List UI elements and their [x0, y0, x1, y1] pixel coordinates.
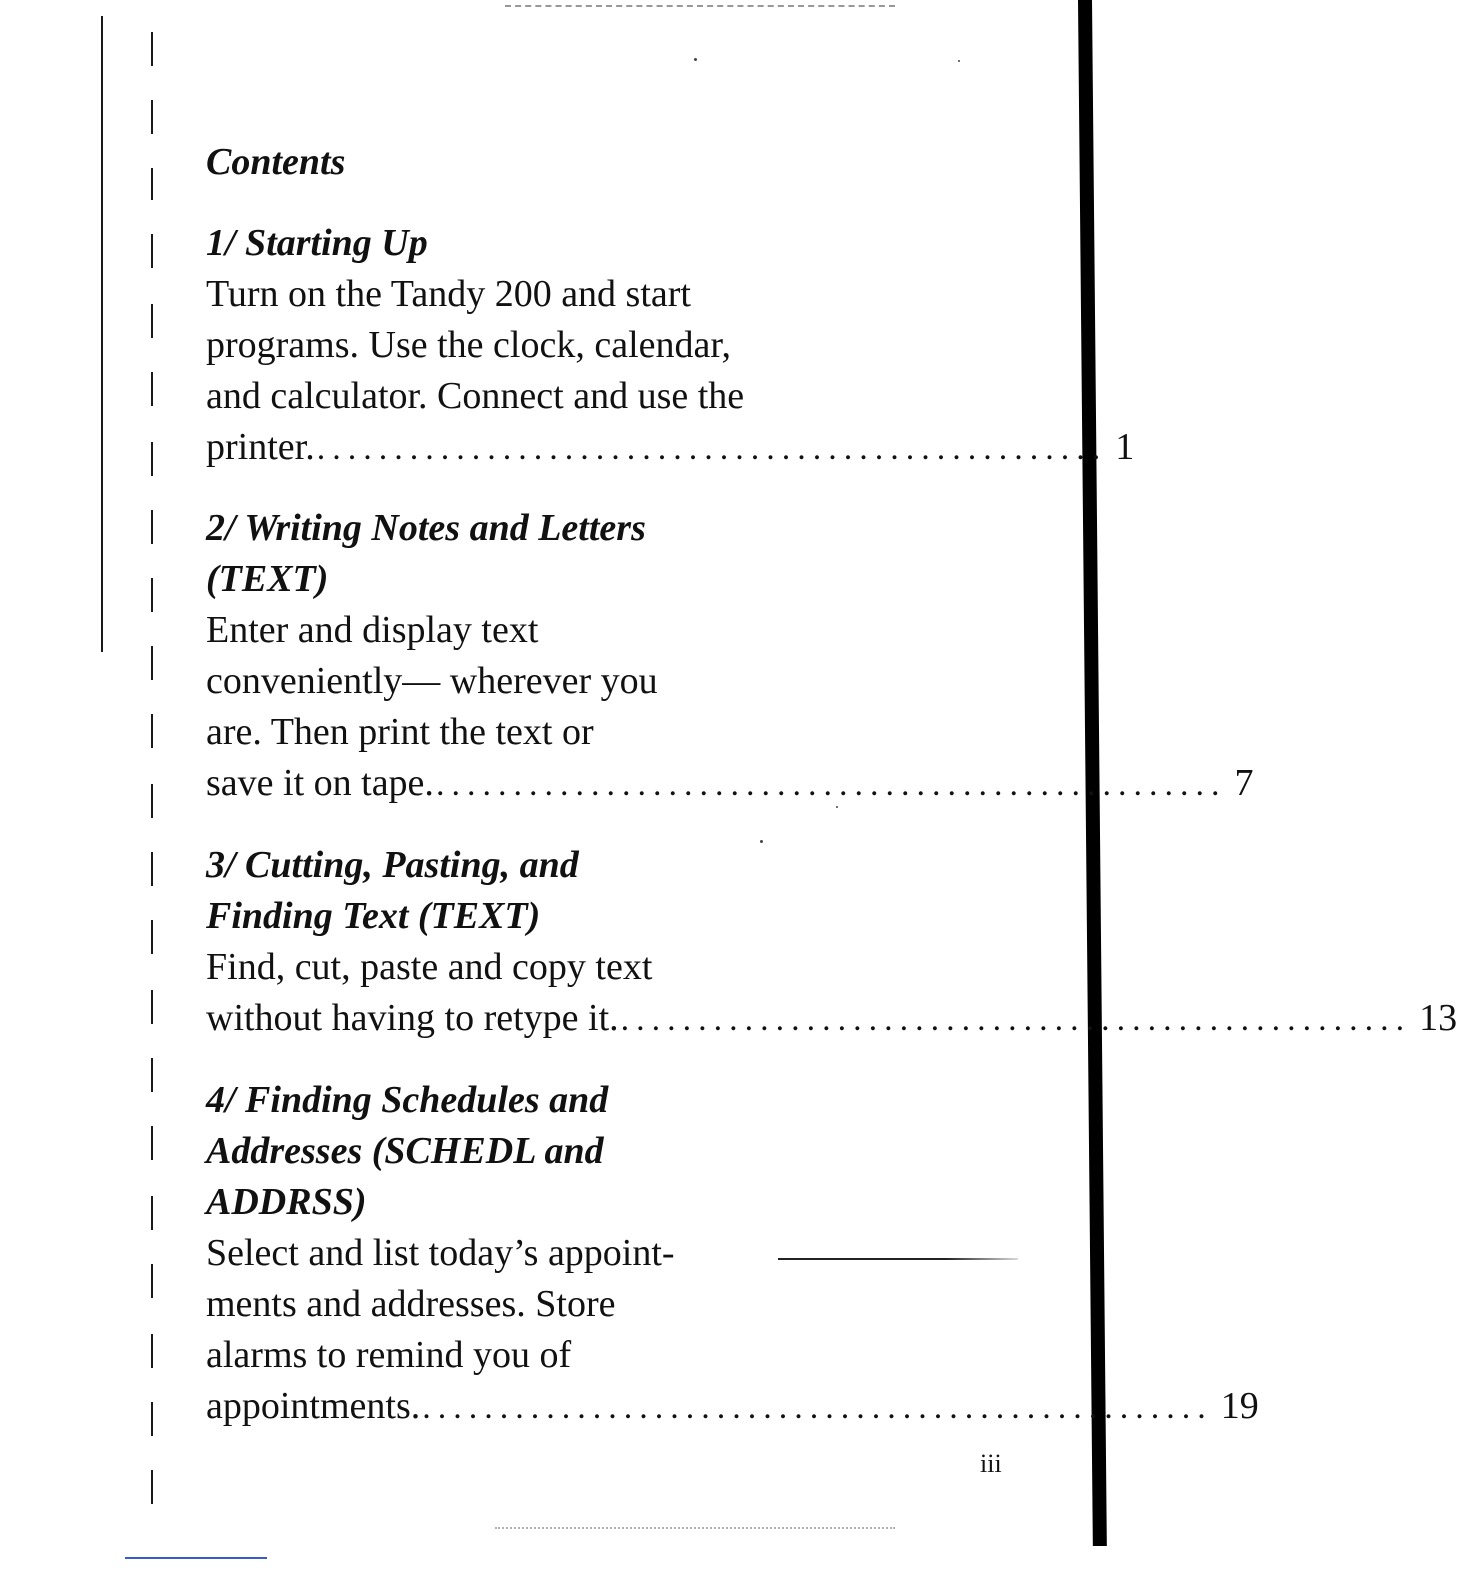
- margin-tick: [151, 510, 153, 544]
- margin-tick: [151, 1334, 153, 1368]
- toc-entry-description-line: programs. Use the clock, calendar,: [206, 324, 731, 366]
- margin-tick: [151, 852, 153, 886]
- toc-entry-description-line: and calculator. Connect and use the: [206, 375, 745, 417]
- page-title: Contents: [206, 141, 346, 183]
- page-number: 1: [1115, 426, 1135, 468]
- margin-tick: [151, 1264, 153, 1298]
- toc-entry-starting-up: [206, 218, 1135, 474]
- toc-entry-writing-notes: [206, 503, 1254, 810]
- margin-tick: [151, 1058, 153, 1092]
- toc-entry-description-line: save it on tape.: [206, 762, 434, 804]
- margin-tick: [151, 784, 153, 818]
- toc-entry-description-line: Find, cut, paste and copy text: [206, 946, 653, 988]
- dot-leader: ...................................................: [620, 1001, 1412, 1038]
- toc-entry-title: Finding Text (TEXT): [206, 895, 541, 937]
- toc-entry-title: 1/ Starting Up: [206, 222, 428, 264]
- toc-entry-description-line: Select and list today’s appoint-: [206, 1232, 675, 1274]
- toc-entry-title: Addresses (SCHEDL and: [206, 1130, 604, 1172]
- margin-tick: [151, 168, 153, 200]
- margin-tick: [151, 646, 153, 680]
- toc-entry-description-line: without having to retype it.: [206, 997, 619, 1039]
- scan-smudge-bottom: [495, 1527, 895, 1530]
- margin-tick: [151, 442, 153, 476]
- toc-entry-page-line: [206, 422, 1135, 474]
- margin-tick: [151, 1126, 153, 1160]
- dot-leader: ...................................................: [435, 766, 1227, 803]
- binding-edge-line: [101, 16, 103, 652]
- margin-tick: [151, 578, 153, 612]
- toc-entry-description-line: Enter and display text: [206, 609, 539, 651]
- toc-entry-description-line: appointments.: [206, 1385, 421, 1427]
- margin-tick: [151, 1402, 153, 1436]
- toc-entry-description-line: Turn on the Tandy 200 and start: [206, 273, 691, 315]
- toc-entry-title: 3/ Cutting, Pasting, and: [206, 844, 579, 886]
- toc-entry-description-line: conveniently— wherever you: [206, 660, 658, 702]
- margin-tick: [151, 304, 153, 338]
- margin-tick: [151, 1196, 153, 1230]
- margin-tick: [151, 100, 153, 134]
- toc-entry-title: ADDRSS): [206, 1181, 367, 1223]
- toc-entry-schedules-addresses: [206, 1075, 1259, 1433]
- toc-entry-page-line: [206, 758, 1254, 810]
- page-number: 7: [1234, 762, 1254, 804]
- page-number: 13: [1419, 997, 1457, 1039]
- toc-entry-page-line: [206, 993, 1457, 1045]
- dot-leader: ...................................................: [422, 1389, 1213, 1426]
- dot-leader: ...................................................: [316, 430, 1108, 467]
- margin-tick: [151, 920, 153, 954]
- margin-tick: [151, 234, 153, 268]
- margin-tick: [151, 990, 153, 1024]
- scan-rule-bottom: [125, 1557, 267, 1559]
- toc-entry-title: 4/ Finding Schedules and: [206, 1079, 609, 1121]
- margin-tick: [151, 1470, 153, 1504]
- toc-entry-description-line: printer.: [206, 426, 315, 468]
- toc-entry-description-line: are. Then print the text or: [206, 711, 594, 753]
- scan-speck: [958, 60, 960, 62]
- toc-entry-description-line: ments and addresses. Store: [206, 1283, 616, 1325]
- scan-smudge-top: [505, 5, 895, 9]
- scan-speck: [694, 58, 697, 61]
- toc-entry-title: 2/ Writing Notes and Letters: [206, 507, 646, 549]
- toc-entry-cutting-pasting: [206, 840, 1457, 1045]
- margin-tick: [151, 32, 153, 66]
- page-number: 19: [1220, 1385, 1259, 1427]
- margin-tick: [151, 372, 153, 406]
- page-folio: iii: [980, 1449, 1002, 1478]
- toc-entry-page-line: [206, 1381, 1259, 1433]
- toc-entry-title: (TEXT): [206, 558, 329, 600]
- margin-tick: [151, 714, 153, 748]
- toc-entry-description-line: alarms to remind you of: [206, 1334, 572, 1376]
